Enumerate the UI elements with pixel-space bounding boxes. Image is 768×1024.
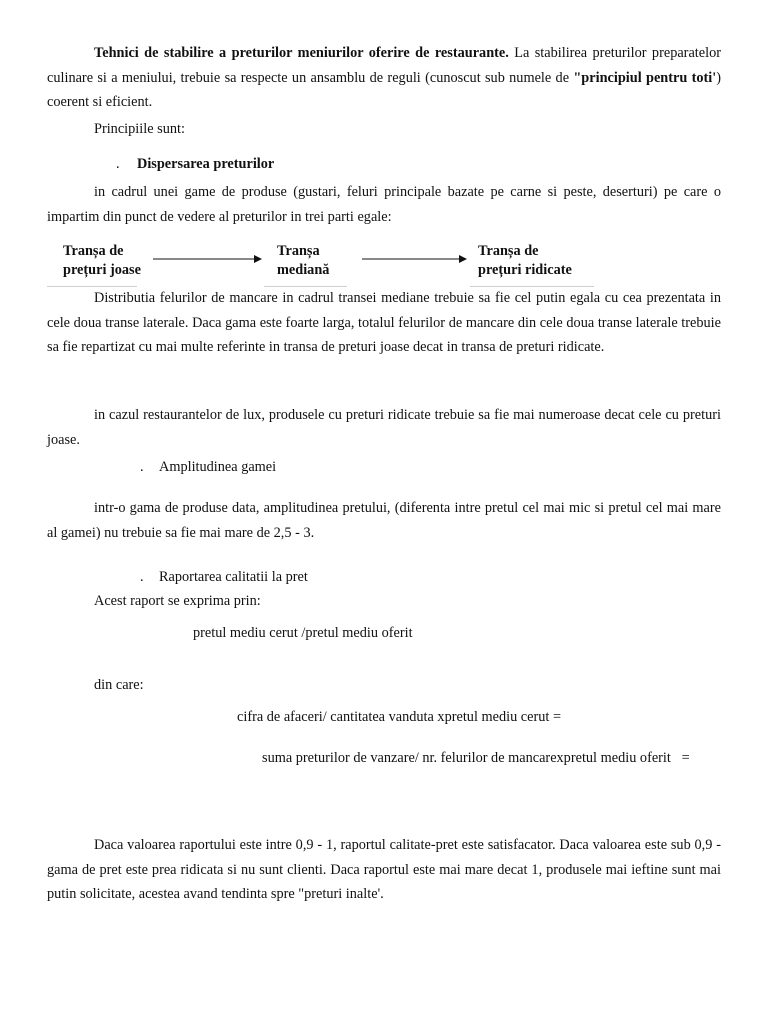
distribution-paragraph: Distributia felurilor de mancare in cadrul transei mediane trebuie sa fie cel putin egala cu cea prezentata in cele doua transe laterale. Daca gama este foarte larga, totalul felurilor de mancare din cele doua transe laterale trebuie sa fie repartizat cu mai multe referinte in transa de preturi joase decat in transa de preturi ridicate. bbox=[47, 290, 721, 356]
section3-bullet: . bbox=[140, 569, 144, 585]
tranche-mid-line1: Tranșa bbox=[277, 243, 320, 259]
tranche-mid-line2: mediană bbox=[277, 262, 330, 278]
section2-text: intr-o gama de produse data, amplitudinea pretului, (diferenta intre pretul cel mai mic si pretul cel mai mare al gamei) nu trebuie sa fie mai mare de 2,5 - 3. bbox=[47, 500, 721, 541]
arrow-icon bbox=[153, 253, 263, 265]
section1-text: in cadrul unei game de produse (gustari, feluri principale bazate pe carne si peste, deserturi) pe care o impartim din punct de vedere al preturilor in trei parti egale: bbox=[47, 184, 721, 225]
intro-text-after: ) coerent si eficient. bbox=[47, 69, 721, 111]
intro-text-before: La stabilirea preturilor preparatelor culinare si a meniului, trebuie sa respecte un ansamblu de reguli (cunoscut sub numele de bbox=[47, 45, 721, 86]
section2-bullet: . bbox=[140, 459, 144, 475]
section3-title: Raportarea calitatii la pret bbox=[159, 569, 308, 585]
tranche-low-line1: Tranșa de bbox=[63, 243, 124, 259]
luxury-paragraph: in cazul restaurantelor de lux, produsele cu preturi ridicate trebuie sa fie mai numeroase decat cele cu preturi joase. bbox=[47, 407, 721, 448]
formula-requested-price: cifra de afaceri/ cantitatea vanduta xpretul mediu cerut = bbox=[237, 709, 562, 725]
tranche-low-line2: prețuri joase bbox=[63, 262, 141, 278]
principles-intro: Principiile sunt: bbox=[94, 121, 185, 137]
tranche-high-label bbox=[478, 242, 572, 280]
din-care-label: din care: bbox=[94, 677, 144, 693]
final-paragraph: Daca valoarea raportului este intre 0,9 - 1, raportul calitate-pret este satisfacator. Daca valoarea este sub 0,9 - gama de pret este prea ridicata si nu sunt clienti. Daca raportul este mai mare decat 1, produsele mai ieftine sunt mai putin solicitate, acestea avand tendinta spre "preturi inalte'. bbox=[47, 837, 721, 903]
section1-title: Dispersarea preturilor bbox=[137, 156, 275, 172]
tranche-high-line2: prețuri ridicate bbox=[478, 262, 572, 278]
expression-intro: Acest raport se exprima prin: bbox=[94, 593, 261, 609]
formula-ratio: pretul mediu cerut /pretul mediu oferit bbox=[193, 625, 413, 641]
section2-title: Amplitudinea gamei bbox=[159, 459, 277, 475]
principle-name: "principiul pentru toti' bbox=[573, 69, 717, 86]
formula-offered-price: suma preturilor de vanzare/ nr. felurilor de mancarexpretul mediu oferit = bbox=[262, 750, 690, 766]
arrow-icon bbox=[362, 253, 468, 265]
intro-paragraph bbox=[47, 41, 721, 115]
tranche-mid-label bbox=[277, 242, 329, 280]
intro-title: Tehnici de stabilire a preturilor meniurilor oferire de restaurante. bbox=[94, 45, 509, 61]
tranche-high-line1: Tranșa de bbox=[478, 243, 539, 259]
section1-bullet: . bbox=[116, 156, 120, 172]
tranche-low-label bbox=[63, 242, 141, 280]
